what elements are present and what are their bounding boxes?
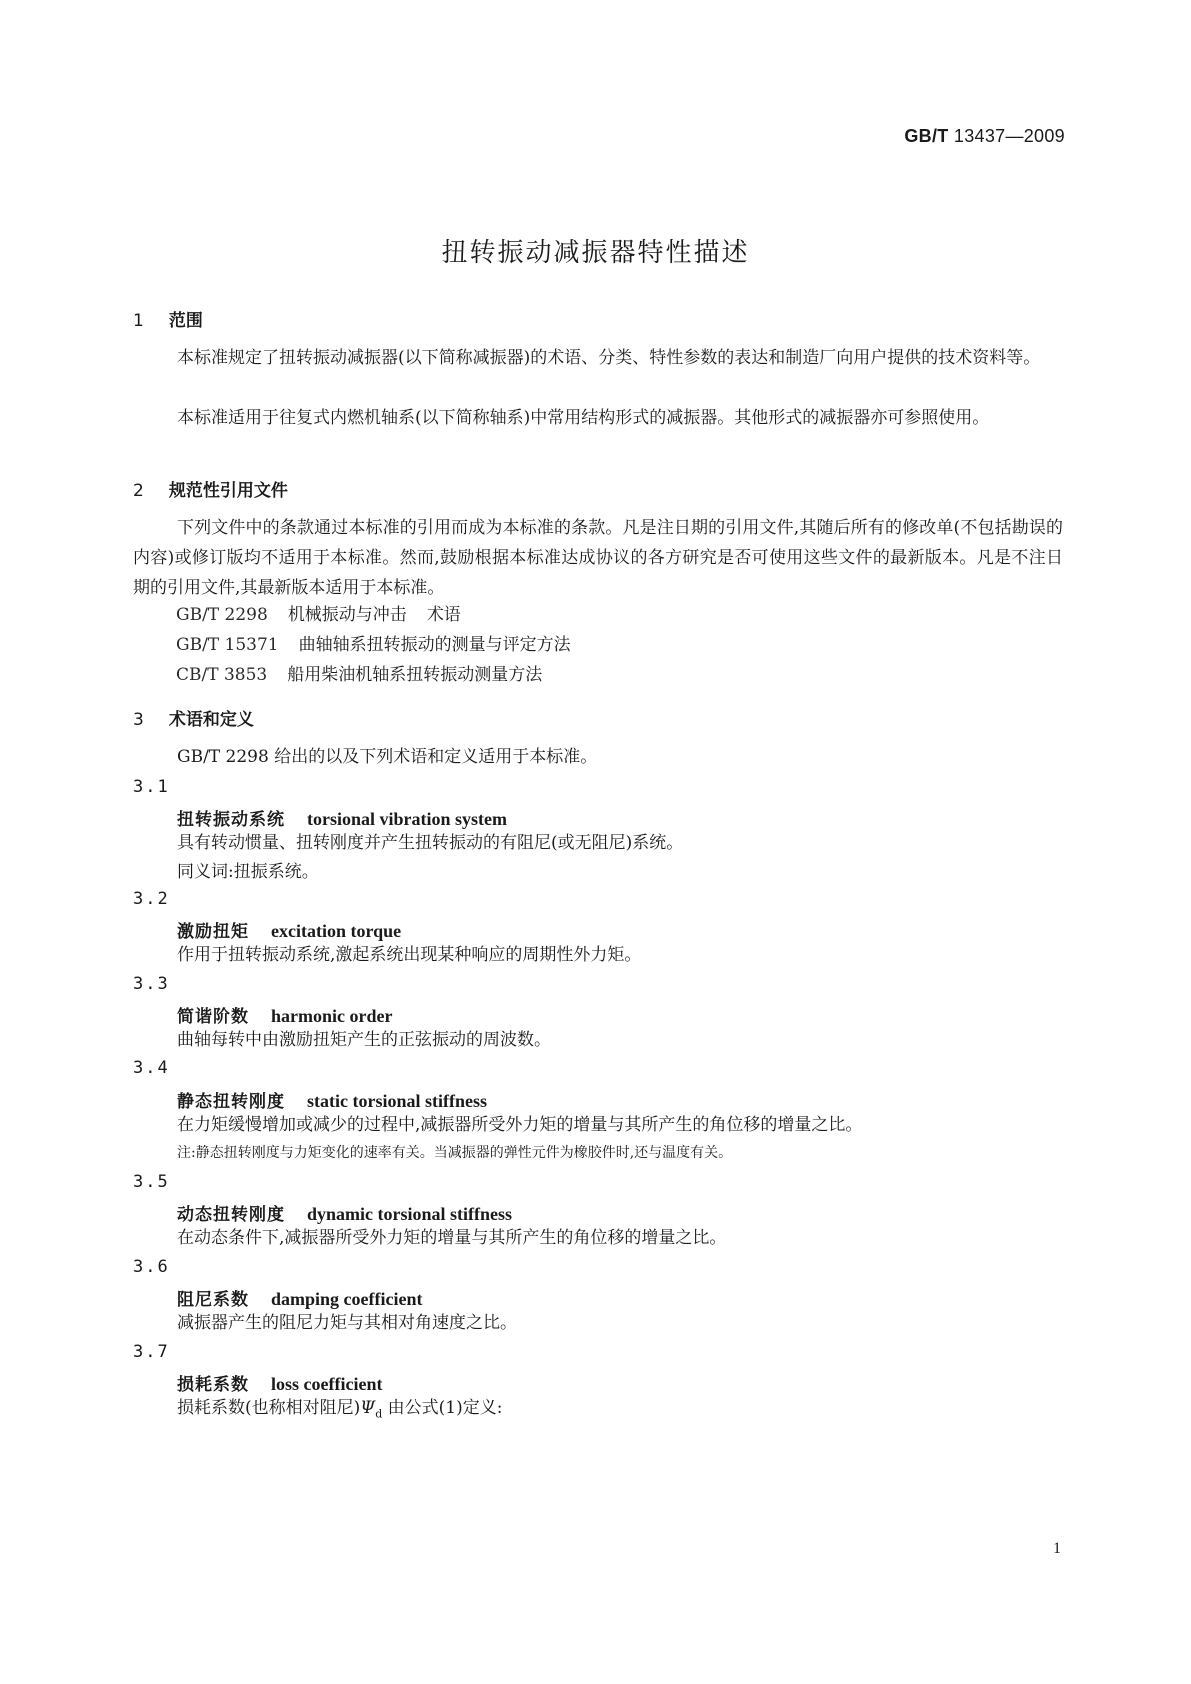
page-number: 1 — [1053, 1540, 1061, 1557]
section-title: 术语和定义 — [168, 710, 254, 730]
reference-code: CB/T 3853 — [176, 665, 268, 685]
section-3-heading — [133, 705, 254, 730]
term-english: static torsional stiffness — [307, 1091, 487, 1111]
term-chinese: 静态扭转刚度 — [177, 1092, 285, 1112]
term-chinese: 动态扭转刚度 — [177, 1205, 285, 1225]
term-english: torsional vibration system — [307, 809, 507, 829]
term-heading — [177, 1200, 512, 1225]
clause-number: 3.4 — [133, 1058, 170, 1078]
term-english: loss coefficient — [271, 1374, 383, 1394]
term-definition: 曲轴每转中由激励扭矩产生的正弦振动的周波数。 — [177, 1030, 551, 1050]
section-3-intro: GB/T 2298 给出的以及下列术语和定义适用于本标准。 — [177, 747, 598, 767]
clause-number: 3.6 — [133, 1257, 170, 1277]
definition-text: 损耗系数(也称相对阻尼) — [177, 1398, 361, 1418]
term-definition: 在力矩缓慢增加或减少的过程中,减振器所受外力矩的增量与其所产生的角位移的增量之比。 — [177, 1115, 863, 1135]
standard-prefix: GB/T — [904, 126, 949, 146]
reference-title: 曲轴轴系扭转振动的测量与评定方法 — [298, 635, 571, 655]
term-definition: 具有转动惯量、扭转刚度并产生扭转振动的有阻尼(或无阻尼)系统。 — [177, 833, 684, 853]
term-definition — [177, 1393, 502, 1429]
standard-number: 13437—2009 — [953, 126, 1065, 146]
term-chinese: 阻尼系数 — [177, 1290, 249, 1310]
term-heading — [177, 1087, 487, 1112]
section-title: 规范性引用文件 — [168, 481, 288, 501]
term-heading — [177, 917, 401, 942]
term-english: dynamic torsional stiffness — [307, 1204, 513, 1224]
clause-number: 3.5 — [133, 1172, 170, 1192]
symbol-subscript: d — [375, 1407, 383, 1421]
term-english: damping coefficient — [271, 1289, 423, 1309]
term-definition: 在动态条件下,减振器所受外力矩的增量与其所产生的角位移的增量之比。 — [177, 1228, 727, 1248]
clause-number: 3.2 — [133, 889, 170, 909]
term-english: harmonic order — [271, 1006, 393, 1026]
term-chinese: 扭转振动系统 — [177, 810, 285, 830]
reference-title: 机械振动与冲击 — [287, 605, 407, 625]
document-title: 扭转振动减振器特性描述 — [441, 238, 750, 268]
term-chinese: 损耗系数 — [177, 1375, 249, 1395]
term-heading — [177, 1285, 422, 1310]
section-1-paragraph-2: 本标准适用于往复式内燃机轴系(以下简称轴系)中常用结构形式的减振器。其他形式的减振器亦可参照使用。 — [177, 408, 990, 428]
reference-item — [176, 660, 542, 690]
term-note: 注:静态扭转刚度与力矩变化的速率有关。当减振器的弹性元件为橡胶件时,还与温度有关。 — [177, 1145, 733, 1161]
term-definition: 作用于扭转振动系统,激起系统出现某种响应的周期性外力矩。 — [177, 945, 642, 965]
standard-code — [904, 126, 1065, 147]
term-definition: 减振器产生的阻尼力矩与其相对角速度之比。 — [177, 1313, 517, 1333]
reference-item — [176, 600, 461, 630]
term-english: excitation torque — [271, 921, 402, 941]
section-number: 1 — [133, 311, 144, 331]
reference-item — [176, 630, 571, 660]
reference-code: GB/T 2298 — [176, 605, 268, 625]
term-heading — [177, 805, 507, 830]
definition-text: 由公式(1)定义: — [382, 1398, 503, 1418]
section-2-paragraph: 下列文件中的条款通过本标准的引用而成为本标准的条款。凡是注日期的引用文件,其随后所有的修改单(不包括勘误的内容)或修订版均不适用于本标准。然而,鼓励根据本标准达成协议的各方研究是否可使用这些文件的最新版本。凡是不注日期的引用文件,其最新版本适用于本标准。 — [133, 518, 1063, 598]
section-1-heading — [133, 306, 203, 331]
reference-title: 船用柴油机轴系扭转振动测量方法 — [287, 665, 543, 685]
reference-code: GB/T 15371 — [176, 635, 279, 655]
reference-title-part: 术语 — [426, 605, 461, 625]
term-chinese: 激励扭矩 — [177, 922, 249, 942]
term-synonym: 同义词:扭振系统。 — [177, 862, 319, 882]
section-number: 3 — [133, 710, 144, 730]
term-chinese: 简谐阶数 — [177, 1007, 249, 1027]
clause-number: 3.3 — [133, 974, 170, 994]
symbol-psi: Ψ — [360, 1398, 376, 1418]
term-heading — [177, 1002, 392, 1027]
section-1-paragraph-1: 本标准规定了扭转振动减振器(以下简称减振器)的术语、分类、特性参数的表达和制造厂向用户提供的技术资料等。 — [177, 348, 1041, 368]
section-title: 范围 — [168, 311, 203, 331]
section-2-heading — [133, 476, 288, 501]
clause-number: 3.7 — [133, 1342, 170, 1362]
section-number: 2 — [133, 481, 144, 501]
term-heading — [177, 1370, 382, 1395]
clause-number: 3.1 — [133, 777, 170, 797]
